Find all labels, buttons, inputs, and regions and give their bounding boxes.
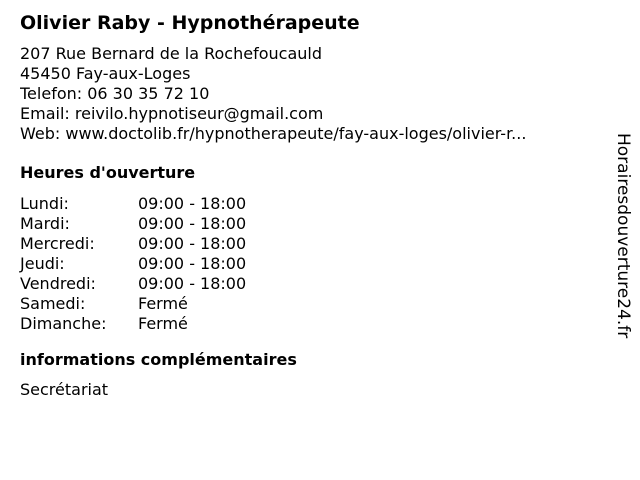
hours-value: 09:00 - 18:00 xyxy=(138,274,247,293)
day-label: Dimanche: xyxy=(20,314,107,333)
business-title: Olivier Raby - Hypnothérapeute xyxy=(20,12,360,34)
hours-value: 09:00 - 18:00 xyxy=(138,234,247,253)
hours-row-thursday xyxy=(20,254,595,274)
info-text: Secrétariat xyxy=(20,380,109,399)
day-label: Mardi: xyxy=(20,214,70,233)
contact-block xyxy=(20,44,595,144)
info-title: informations complémentaires xyxy=(20,350,297,369)
email-line: Email: reivilo.hypnotiseur@gmail.com xyxy=(20,104,324,123)
hours-value: 09:00 - 18:00 xyxy=(138,214,247,233)
hours-value: Fermé xyxy=(138,314,188,333)
day-label: Vendredi: xyxy=(20,274,96,293)
hours-title: Heures d'ouverture xyxy=(20,163,196,182)
web-line: Web: www.doctolib.fr/hypnotherapeute/fay-aux-loges/olivier-r... xyxy=(20,124,527,143)
hours-value: 09:00 - 18:00 xyxy=(138,254,247,273)
day-label: Lundi: xyxy=(20,194,69,213)
hours-row-friday xyxy=(20,274,595,294)
hours-row-saturday xyxy=(20,294,595,314)
day-label: Samedi: xyxy=(20,294,86,313)
business-card xyxy=(20,10,595,400)
day-label: Mercredi: xyxy=(20,234,95,253)
hours-value: 09:00 - 18:00 xyxy=(138,194,247,213)
side-watermark: Horairesdouverture24.fr xyxy=(613,133,633,339)
hours-value: Fermé xyxy=(138,294,188,313)
day-label: Jeudi: xyxy=(20,254,65,273)
hours-row-sunday xyxy=(20,314,595,334)
address-city: 45450 Fay-aux-Loges xyxy=(20,64,191,83)
hours-row-tuesday xyxy=(20,214,595,234)
address-street: 207 Rue Bernard de la Rochefoucauld xyxy=(20,44,322,63)
hours-table xyxy=(20,194,595,334)
hours-row-monday xyxy=(20,194,595,214)
phone-line: Telefon: 06 30 35 72 10 xyxy=(20,84,210,103)
hours-row-wednesday xyxy=(20,234,595,254)
